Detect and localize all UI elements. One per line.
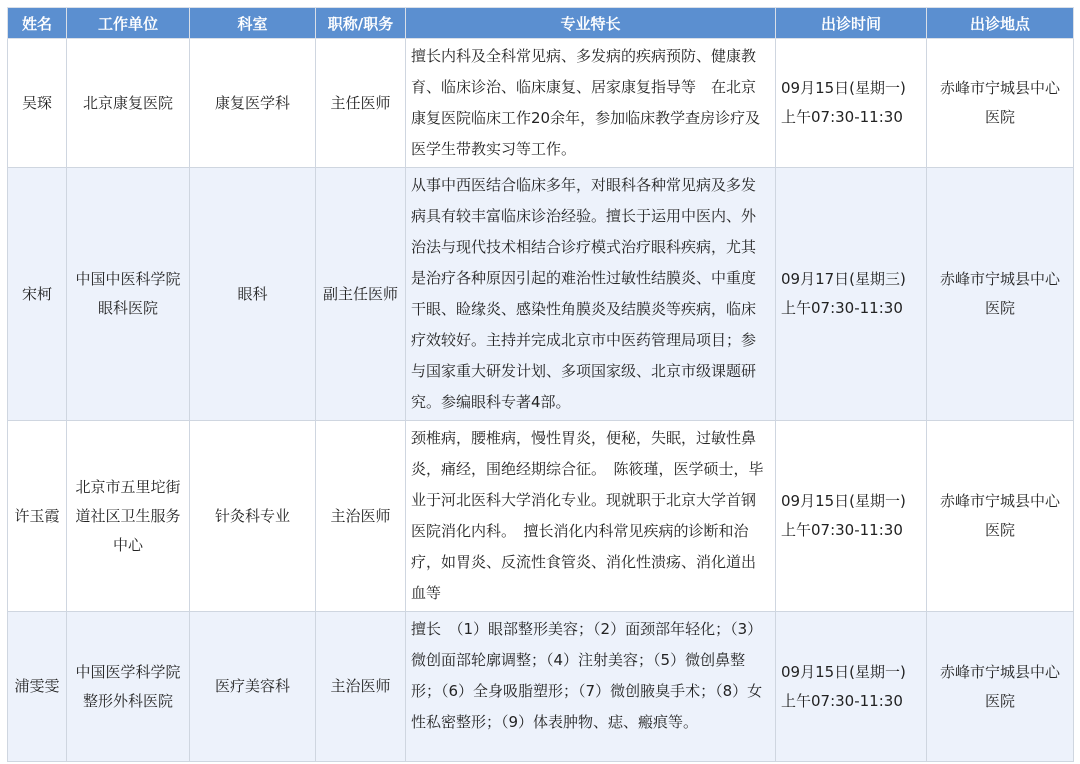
visit-hours: 上午07:30-11:30: [781, 521, 903, 539]
header-unit: 工作单位: [67, 8, 190, 39]
cell-name: 许玉霞: [8, 421, 67, 612]
cell-unit: 北京市五里坨街道社区卫生服务中心: [67, 421, 190, 612]
cell-specialty: 从事中西医结合临床多年，对眼科各种常见病及多发病具有较丰富临床诊治经验。擅长于运用中医内、外治法与现代技术相结合诊疗模式治疗眼科疾病，尤其是治疗各种原因引起的难治性过敏性结膜炎、中重度干眼、睑缘炎、感染性角膜炎及结膜炎等疾病，临床疗效较好。主持并完成北京市中医药管理局项目；参与国家重大研发计划、多项国家级、北京市级课题研究。参编眼科专著4部。: [406, 168, 776, 421]
cell-dept: 针灸科专业: [190, 421, 316, 612]
cell-time: [776, 612, 927, 762]
visit-date: 09月17日(星期三): [781, 270, 906, 288]
doctor-schedule-table: [7, 7, 1074, 762]
cell-specialty: 颈椎病，腰椎病，慢性胃炎，便秘，失眠，过敏性鼻炎，痛经，围绝经期综合征。 陈筱瑾，医学硕士，毕业于河北医科大学消化专业。现就职于北京大学首钢医院消化内科。 擅长消化内科常见疾病的诊断和治疗，如胃炎、反流性食管炎、消化性溃疡、消化道出血等: [406, 421, 776, 612]
cell-title: 副主任医师: [316, 168, 406, 421]
cell-dept: 康复医学科: [190, 39, 316, 168]
table-row: [8, 612, 1074, 762]
header-specialty: 专业特长: [406, 8, 776, 39]
cell-unit: 中国中医科学院眼科医院: [67, 168, 190, 421]
header-name: 姓名: [8, 8, 67, 39]
cell-title: 主任医师: [316, 39, 406, 168]
table-row: [8, 168, 1074, 421]
cell-dept: 眼科: [190, 168, 316, 421]
cell-name: 浦雯雯: [8, 612, 67, 762]
cell-title: 主治医师: [316, 421, 406, 612]
cell-location: 赤峰市宁城县中心医院: [927, 612, 1074, 762]
header-time: 出诊时间: [776, 8, 927, 39]
header-title: 职称/职务: [316, 8, 406, 39]
visit-date: 09月15日(星期一): [781, 662, 906, 681]
cell-time: [776, 168, 927, 421]
visit-hours: 上午07:30-11:30: [781, 108, 903, 126]
cell-name: 宋柯: [8, 168, 67, 421]
cell-location: 赤峰市宁城县中心医院: [927, 421, 1074, 612]
cell-unit: 北京康复医院: [67, 39, 190, 168]
schedule-table-wrapper: [7, 7, 1073, 762]
cell-dept: 医疗美容科: [190, 612, 316, 762]
table-header-row: [8, 8, 1074, 39]
header-dept: 科室: [190, 8, 316, 39]
cell-title: 主治医师: [316, 612, 406, 762]
visit-date: 09月15日(星期一): [781, 79, 906, 97]
cell-name: 吴琛: [8, 39, 67, 168]
cell-unit: 中国医学科学院整形外科医院: [67, 612, 190, 762]
table-row: [8, 421, 1074, 612]
visit-date: 09月15日(星期一): [781, 492, 906, 510]
visit-hours: 上午07:30-11:30: [781, 299, 903, 317]
visit-hours: 上午07:30-11:30: [781, 691, 903, 710]
cell-time: [776, 421, 927, 612]
cell-specialty: 擅长内科及全科常见病、多发病的疾病预防、健康教育、临床诊治、临床康复、居家康复指导等 在北京康复医院临床工作20余年，参加临床教学查房诊疗及医学生带教实习等工作。: [406, 39, 776, 168]
cell-location: 赤峰市宁城县中心医院: [927, 39, 1074, 168]
cell-time: [776, 39, 927, 168]
cell-specialty: 擅长 （1）眼部整形美容；（2）面颈部年轻化；（3）微创面部轮廓调整；（4）注射美容；（5）微创鼻整形；（6）全身吸脂塑形；（7）微创腋臭手术；（8）女性私密整形；（9）体表肿物、痣、瘢痕等。: [406, 612, 776, 762]
cell-location: 赤峰市宁城县中心医院: [927, 168, 1074, 421]
header-location: 出诊地点: [927, 8, 1074, 39]
table-row: [8, 39, 1074, 168]
